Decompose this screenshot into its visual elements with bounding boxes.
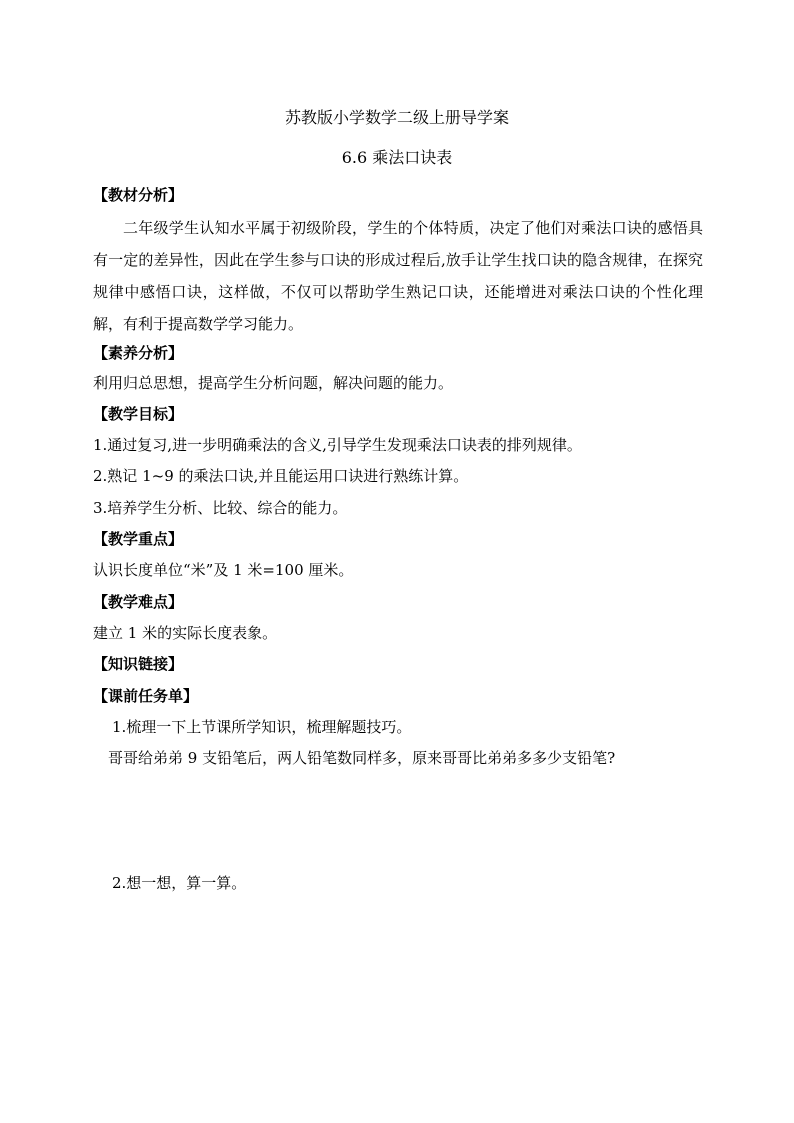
literacy-analysis-heading: 【素养分析】 — [93, 344, 184, 362]
teaching-goals-heading: 【教学目标】 — [93, 405, 184, 423]
difficulties-body: 建立 1 米的实际长度表象。 — [93, 624, 278, 642]
teaching-goal-item-3: 3.培养学生分析、比较、综合的能力。 — [93, 499, 348, 517]
pre-class-tasks-heading: 【课前任务单】 — [93, 687, 199, 705]
teaching-goal-item-2: 2.熟记 1~9 的乘法口诀,并且能运用口诀进行熟练计算。 — [93, 467, 469, 485]
difficulties-heading: 【教学难点】 — [93, 593, 184, 611]
textbook-analysis-heading: 【教材分析】 — [93, 186, 184, 204]
knowledge-links-heading: 【知识链接】 — [93, 655, 184, 673]
textbook-analysis-body: 二年级学生认知水平属于初级阶段，学生的个体特质，决定了他们对乘法口诀的感悟具有一定的差异性，因此在学生参与口诀的形成过程后,放手让学生找口诀的隐含规律，在探究规律中感悟口诀，这样做，不仅可以帮助学生熟记口诀，还能增进对乘法口诀的个性化理解，有利于提高数学学习能力。 — [93, 219, 703, 333]
document-title: 苏教版小学数学二级上册导学案 — [284, 108, 509, 127]
literacy-analysis-body: 利用归总思想，提高学生分析问题，解决问题的能力。 — [93, 374, 454, 392]
document-subtitle: 6.6 乘法口诀表 — [341, 148, 453, 167]
key-points-heading: 【教学重点】 — [93, 530, 184, 548]
key-points-body: 认识长度单位“米”及 1 米=100 厘米。 — [93, 561, 354, 579]
teaching-goal-item-1: 1.通过复习,进一步明确乘法的含义,引导学生发现乘法口诀表的排列规律。 — [93, 436, 582, 454]
pre-class-task-2: 2.想一想，算一算。 — [112, 874, 247, 892]
pre-class-task-1: 1.梳理一下上节课所学知识，梳理解题技巧。 — [112, 718, 412, 736]
pre-class-task-1-question: 哥哥给弟弟 9 支铅笔后，两人铅笔数同样多，原来哥哥比弟弟多多少支铅笔? — [108, 749, 616, 767]
